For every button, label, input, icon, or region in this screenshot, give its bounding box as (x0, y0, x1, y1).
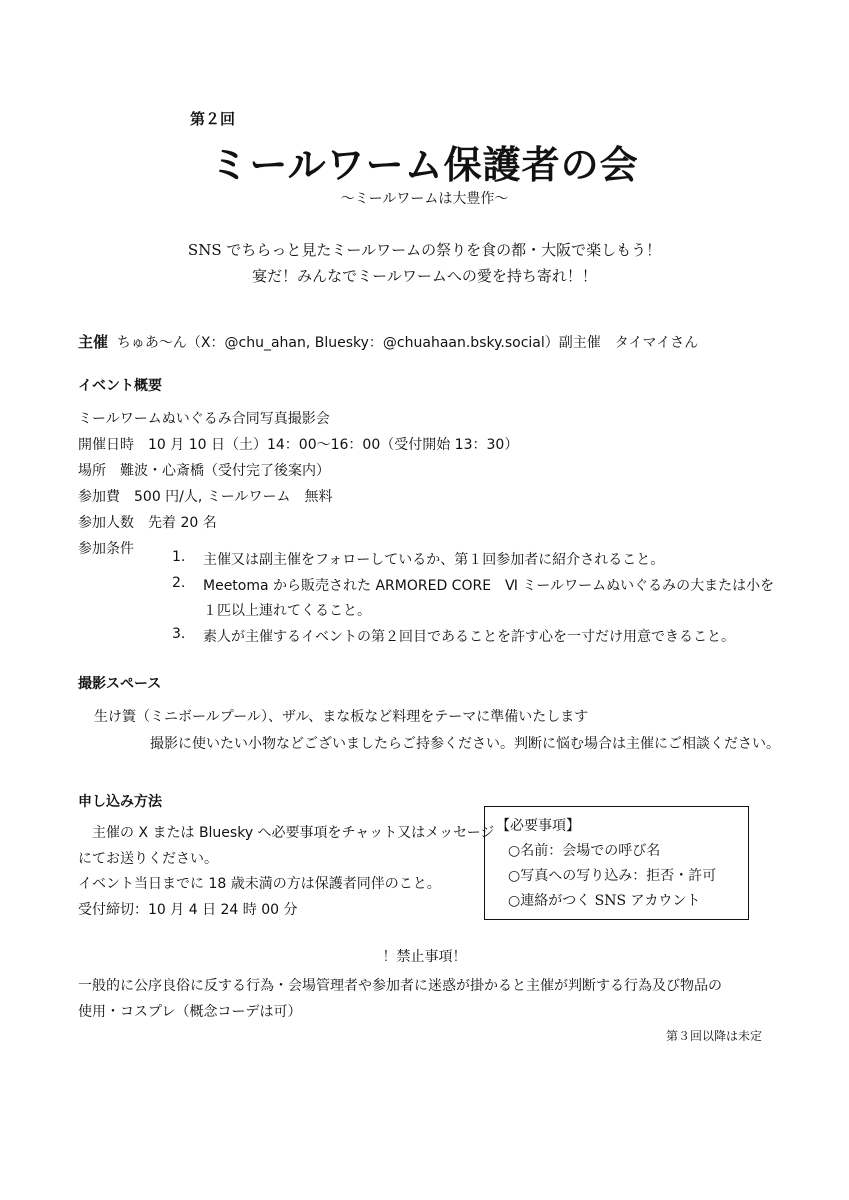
condition-text: Meetoma から販売された ARMORED CORE Ⅵ ミールワームぬいぐるみの大または小を (203, 578, 775, 594)
organizer (78, 331, 698, 352)
event-overview-heading: イベント概要 (78, 378, 162, 394)
photo-space-line-1: 生け簀（ミニボールプール）、ザル、まな板など料理をテーマに準備いたします (94, 709, 589, 725)
required-item: ○写真への写り込み：拒否・許可 (508, 868, 717, 884)
required-item: ○名前：会場での呼び名 (508, 843, 661, 859)
organizer-value: ちゅあ～ん（X：@chu_ahan, Bluesky：@chuahaan.bsky.social）副主催 タイマイさん (116, 335, 699, 351)
page-subtitle: ～ミールワームは大豊作～ (340, 191, 509, 207)
condition-number: 3. (172, 626, 186, 642)
application-line-3: イベント当日までに 18 歳未満の方は保護者同伴のこと。 (78, 876, 441, 892)
application-deadline: 受付締切：10 月 4 日 24 時 00 分 (78, 902, 298, 918)
prohibited-line-2: 使用・コスプレ（概念コーデは可） (78, 1004, 302, 1020)
event-datetime: 開催日時 10 月 10 日（土）14：00～16：00（受付開始 13：30） (78, 437, 519, 453)
event-title: ミールワームぬいぐるみ合同写真撮影会 (78, 411, 330, 427)
organizer-label: 主催 (78, 333, 109, 351)
application-line-2: にてお送りください。 (78, 851, 218, 867)
condition-text: 素人が主催するイベントの第２回目であることを許す心を一寸だけ用意できること。 (203, 629, 735, 645)
conditions-label: 参加条件 (78, 541, 134, 557)
photo-space-line-2: 撮影に使いたい小物などございましたらご持参ください。判断に悩む場合は主催にご相談ください。 (150, 736, 780, 752)
edition-label: 第２回 (190, 110, 236, 128)
event-capacity: 参加人数 先着 20 名 (78, 515, 217, 531)
condition-text: 主催又は副主催をフォローしているか、第１回参加者に紹介されること。 (203, 552, 665, 568)
prohibited-line-1: 一般的に公序良俗に反する行為・会場管理者や参加者に迷惑が掛かると主催が判断する行為及び物品の (78, 978, 722, 994)
footer-note: 第３回以降は未定 (666, 1029, 763, 1043)
intro-line-2: 宴だ！みんなでミールワームへの愛を持ち寄れ！！ (252, 267, 597, 285)
prohibited-title: ！禁止事項！ (382, 949, 467, 965)
condition-number: 2. (172, 575, 186, 591)
event-place: 場所 難波・心斎橋（受付完了後案内） (78, 463, 330, 479)
application-line-1: 主催の X または Bluesky へ必要事項をチャット又はメッセージ (92, 825, 495, 841)
condition-text-continued: １匹以上連れてくること。 (203, 603, 371, 619)
page-title: ミールワーム保護者の会 (210, 143, 639, 187)
required-items-title: 【必要事項】 (496, 818, 580, 834)
required-item: ○連絡がつく SNS アカウント (508, 893, 701, 909)
condition-number: 1. (172, 549, 186, 565)
event-fee: 参加費 500 円/人, ミールワーム 無料 (78, 489, 333, 505)
photo-space-heading: 撮影スペース (78, 676, 162, 692)
application-heading: 申し込み方法 (78, 794, 162, 810)
intro-line-1: SNS でちらっと見たミールワームの祭りを食の都・大阪で楽しもう！ (187, 241, 662, 259)
